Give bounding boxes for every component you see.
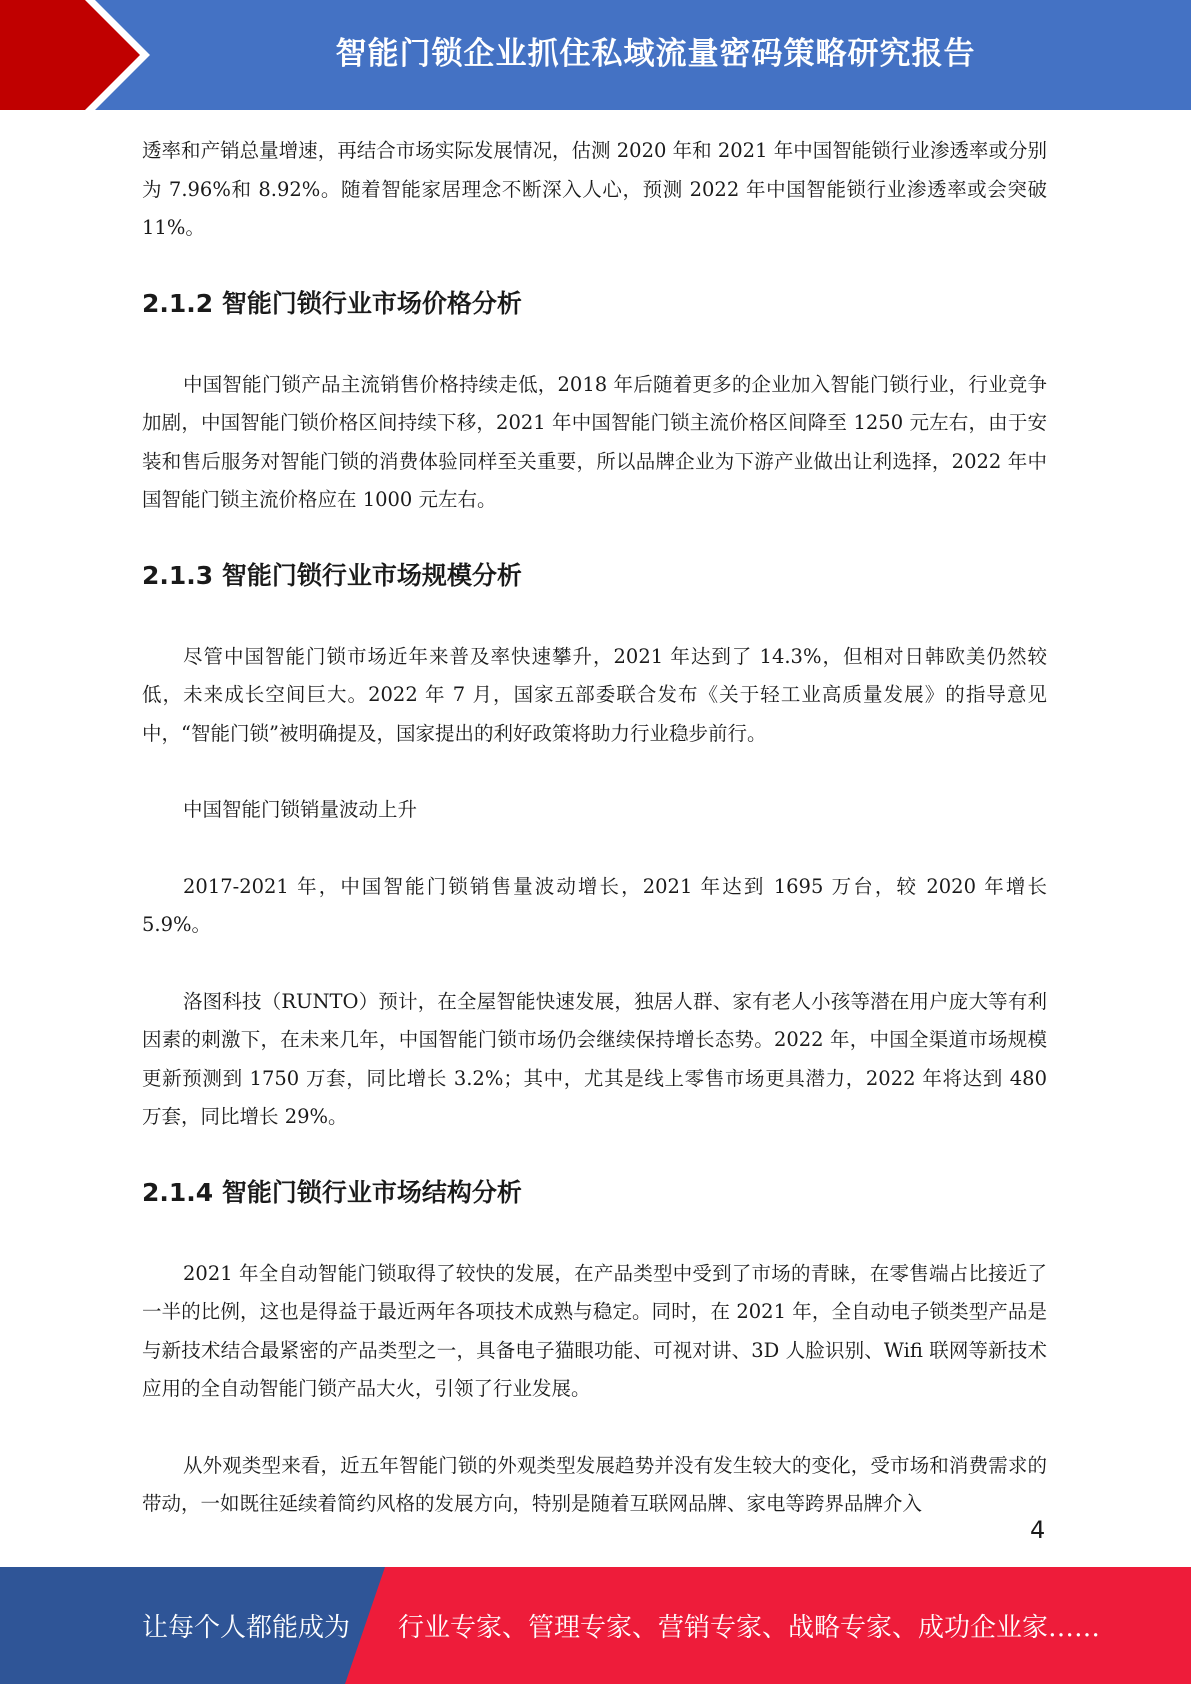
paragraph: 2017-2021 年，中国智能门锁销售量波动增长，2021 年达到 1695 万台，较 2020 年增长 5.9%。 [142,874,1047,936]
paragraph: 尽管中国智能门锁市场近年来普及率快速攀升，2021 年达到了 14.3%，但相对日韩欧美仍然较低，未来成长空间巨大。2022 年 7 月，国家五部委联合发布《关于轻工业高质量发展》的指导意见中，“智能门锁”被明确提及，国家提出的利好政策将助力行业稳步前行。 [142,644,1047,745]
page-header [0,0,1191,110]
footer-slogan-right: 行业专家、管理专家、营销专家、战略专家、成功企业家…… [398,1613,1101,1643]
document-body [142,132,1047,1524]
paragraph: 从外观类型来看，近五年智能门锁的外观类型发展趋势并没有发生较大的变化，受市场和消费需求的带动，一如既往延续着简约风格的发展方向，特别是随着互联网品牌、家电等跨界品牌介入 [142,1453,1047,1515]
header-title: 智能门锁企业抓住私域流量密码策略研究报告 [335,35,976,72]
section-heading: 2.1.4 智能门锁行业市场结构分析 [142,1177,522,1207]
paragraph: 中国智能门锁产品主流销售价格持续走低，2018 年后随着更多的企业加入智能门锁行业，行业竞争加剧，中国智能门锁价格区间持续下移，2021 年中国智能门锁主流价格区间降至 1250 元左右，由于安装和售后服务对智能门锁的消费体验同样至关重要，所以品牌企业为下游产业做出让利选择，2022 年中国智能门锁主流价格应在 1000 元左右。 [142,372,1047,511]
footer-slogan-left: 让每个人都能成为 [142,1613,351,1643]
header-arrow-decoration [0,0,160,110]
paragraph: 中国智能门锁销量波动上升 [183,798,418,821]
page-number: 4 [1030,1516,1046,1544]
paragraph: 洛图科技（RUNTO）预计，在全屋智能快速发展，独居人群、家有老人小孩等潜在用户庞大等有利因素的刺激下，在未来几年，中国智能门锁市场仍会继续保持增长态势。2022 年，中国全渠道市场规模更新预测到 1750 万套，同比增长 3.2%；其中，尤其是线上零售市场更具潜力，2022 年将达到 480 万套，同比增长 29%。 [142,989,1047,1128]
paragraph: 2021 年全自动智能门锁取得了较快的发展，在产品类型中受到了市场的青睐，在零售端占比接近了一半的比例，这也是得益于最近两年各项技术成熟与稳定。同时，在 2021 年，全自动电子锁类型产品是与新技术结合最紧密的产品类型之一，具备电子猫眼功能、可视对讲、3D 人脸识别、Wifi 联网等新技术应用的全自动智能门锁产品大火，引领了行业发展。 [142,1261,1047,1400]
paragraph: 透率和产销总量增速，再结合市场实际发展情况，估测 2020 年和 2021 年中国智能锁行业渗透率或分别为 7.96%和 8.92%。随着智能家居理念不断深入人心，预测 2022 年中国智能锁行业渗透率或会突破 11%。 [142,139,1047,239]
section-heading: 2.1.3 智能门锁行业市场规模分析 [142,560,522,590]
page-footer [0,1567,1191,1684]
section-heading: 2.1.2 智能门锁行业市场价格分析 [142,288,522,318]
